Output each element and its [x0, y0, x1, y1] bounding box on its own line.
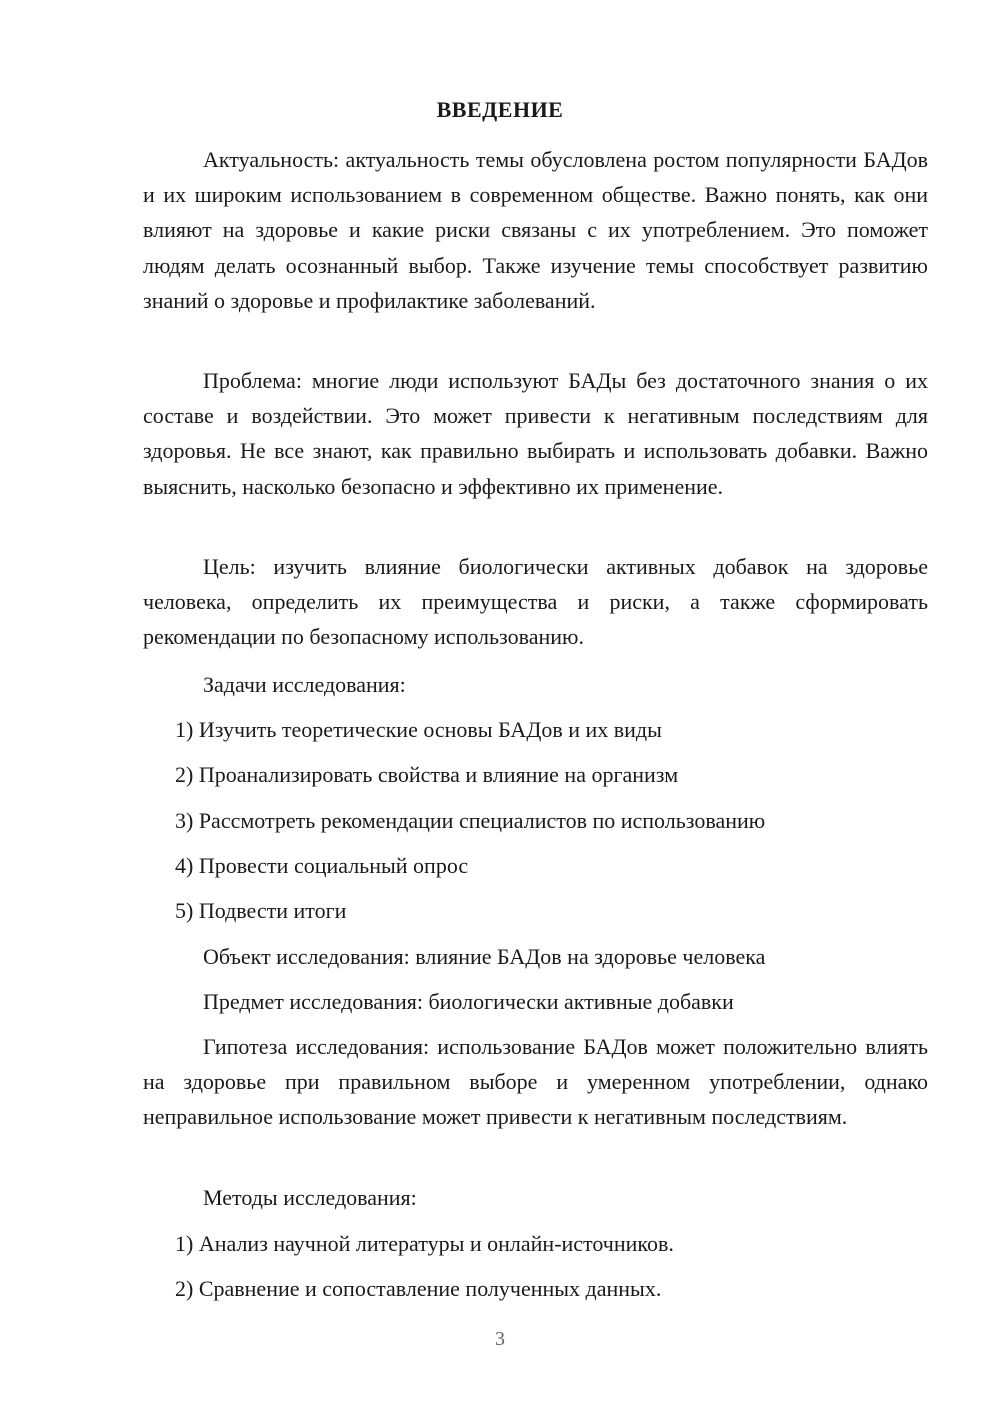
page-number: 3: [495, 1328, 505, 1350]
methods-heading: Методы исследования:: [203, 1185, 417, 1210]
method-item: 2) Сравнение и сопоставление полученных данных.: [175, 1276, 662, 1301]
page-title: ВВЕДЕНИЕ: [436, 97, 564, 122]
research-subject: Предмет исследования: биологически активные добавки: [203, 989, 734, 1014]
hypothesis-paragraph: Гипотеза исследования: использование БАДов может положительно влиять на здоровье при правильном выборе и умеренном употреблении, однако неправильное использование может привести к негативным последствиям.: [143, 1034, 928, 1130]
task-item: 4) Провести социальный опрос: [175, 853, 469, 878]
goal-paragraph: Цель: изучить влияние биологически активных добавок на здоровье человека, определить их преимущества и риски, а также сформировать рекомендации по безопасному использованию.: [143, 554, 928, 650]
task-item: 5) Подвести итоги: [175, 898, 347, 923]
relevance-paragraph: Актуальность: актуальность темы обусловлена ростом популярности БАДов и их широким использованием в современном обществе. Важно понять, как они влияют на здоровье и какие риски связаны с их употреблением. Это поможет людям делать осознанный выбор. Также изучение темы способствует развитию знаний о здоровье и профилактике заболеваний.: [143, 147, 928, 313]
problem-paragraph: Проблема: многие люди используют БАДы без достаточного знания о их составе и воздействии. Это может привести к негативным последствиям для здоровья. Не все знают, как правильно выбирать и использовать добавки. Важно выяснить, насколько безопасно и эффективно их применение.: [143, 368, 928, 499]
research-object: Объект исследования: влияние БАДов на здоровье человека: [203, 944, 766, 969]
method-item: 1) Анализ научной литературы и онлайн-источников.: [175, 1231, 674, 1256]
task-item: 3) Рассмотреть рекомендации специалистов по использованию: [175, 808, 766, 833]
tasks-heading: Задачи исследования:: [203, 672, 406, 697]
task-item: 2) Проанализировать свойства и влияние на организм: [175, 762, 679, 787]
task-item: 1) Изучить теоретические основы БАДов и их виды: [175, 717, 662, 742]
